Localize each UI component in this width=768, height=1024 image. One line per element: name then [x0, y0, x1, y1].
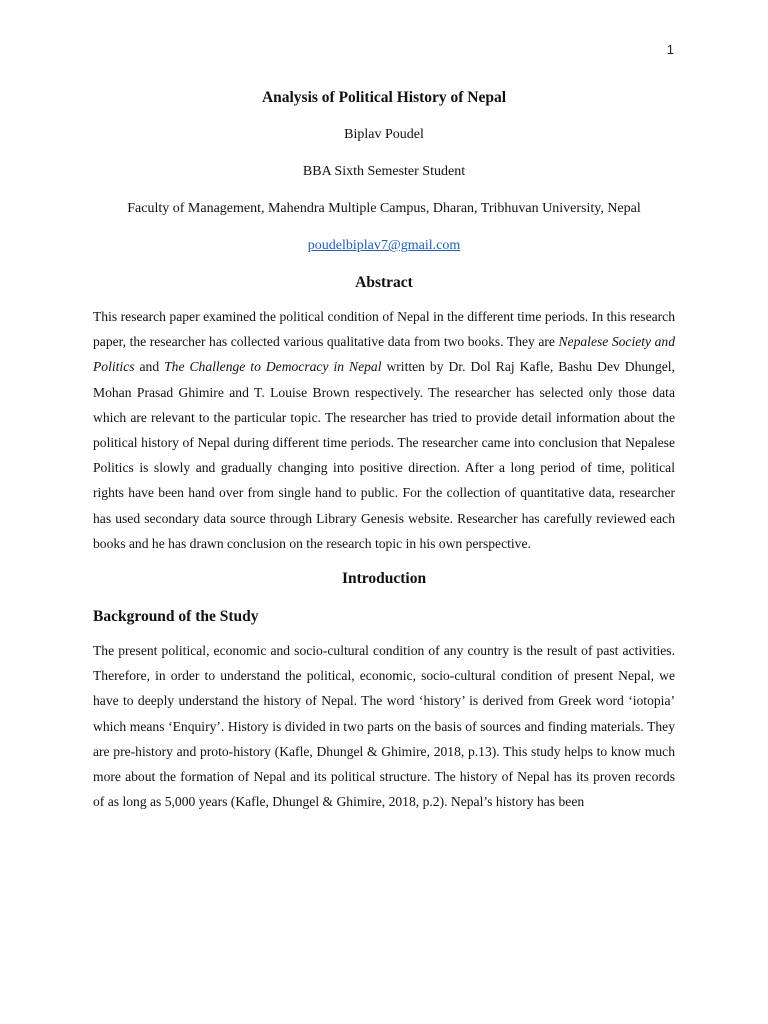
author-position: BBA Sixth Semester Student — [302, 164, 466, 179]
author-name: Biplav Poudel — [344, 127, 424, 142]
page-number: 1 — [666, 42, 674, 57]
abstract-book-2: The Challenge to Democracy in Nepal — [164, 359, 382, 375]
abstract-book-1: Nepalese Society and Politics — [93, 334, 675, 375]
abstract-heading: Abstract — [355, 274, 413, 291]
background-paragraph: The present political, economic and socio-cultural condition of any country is the result of past activities. Therefore, in order to understand the political, economic, socio-cultural condition of present Nepal, we have to deeply understand the history of Nepal. The word ‘history’ is derived from Greek word ‘iotopia’ which means ‘Enquiry’. History is divided in two parts on the basis of sources and finding materials. They are pre-history and proto-history (Kafle, Dhungel & Ghimire, 2018, p.13). This study helps to know much more about the formation of Nepal and its political structure. The history of Nepal has its proven records of as long as 5,000 years (Kafle, Dhungel & Ghimire, 2018, p.2). Nepal’s history has been — [93, 643, 675, 810]
introduction-heading: Introduction — [341, 570, 427, 588]
paper-content — [93, 84, 675, 818]
paper-title: Analysis of Political History of Nepal — [261, 89, 507, 106]
abstract-paragraph — [93, 304, 675, 556]
author-affiliation: Faculty of Management, Mahendra Multiple Campus, Dharan, Tribhuvan University, Nepal — [127, 201, 641, 216]
email-line — [93, 227, 675, 264]
abstract-text-1: This research paper examined the political condition of Nepal in the different time periods. In this research paper, the researcher has collected various qualitative data from two books. They are — [93, 309, 675, 350]
abstract-text-3: written by Dr. Dol Raj Kafle, Bashu Dev Dhungel, Mohan Prasad Ghimire and T. Louise Brown respectively. The researcher has selected only those data which are relevant to the particular topic. The researcher has tried to provide detail information about the political history of Nepal during different time periods. The researcher came into conclusion that Nepalese Politics is slowly and gradually changing into positive direction. After a long period of time, political rights have been hand over from single hand to public. For the collection of quantitative data, researcher has used secondary data source through Library Genesis website. Researcher has carefully reviewed each books and he has drawn conclusion on the research topic in his own perspective. — [93, 359, 675, 551]
abstract-text-2: and — [134, 359, 165, 375]
author-email-link[interactable]: poudelbiplav7@gmail.com — [307, 238, 461, 253]
background-heading: Background of the Study — [93, 608, 259, 626]
